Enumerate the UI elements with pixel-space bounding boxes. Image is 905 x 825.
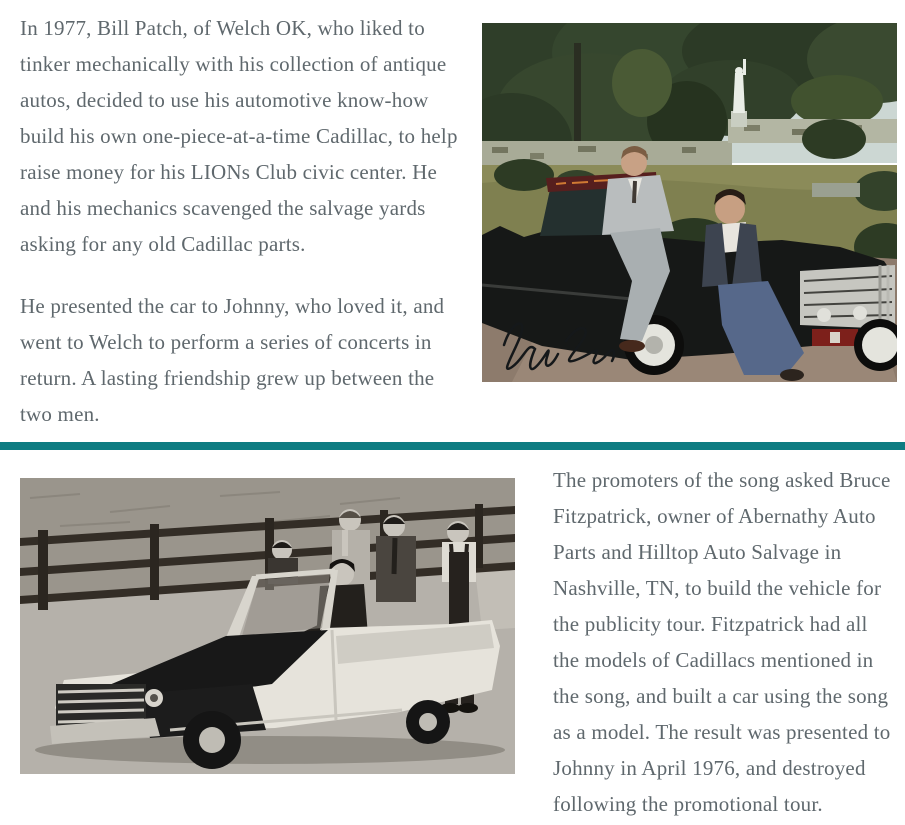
promo-photo-illustration	[20, 478, 515, 774]
paragraph-fitzpatrick: The promoters of the song asked Bruce Fitzpatrick, owner of Abernathy Auto Parts and Hilltop Auto Salvage in Nashville, TN, to build the vehicle for the publicity tour. Fitzpatrick had all the models of Cadillacs mentioned in the song, and built a car using the song as a model. The result was presented to Johnny in April 1976, and destroyed following the promotional tour.	[553, 468, 891, 816]
signed-photo-illustration	[482, 23, 897, 382]
johnny-cash-signed-photo	[482, 23, 897, 382]
paragraph-presented-car: He presented the car to Johnny, who loved it, and went to Welch to perform a series of concerts in return. A lasting friendship grew up between the two men.	[20, 294, 445, 426]
paragraph-bill-patch: In 1977, Bill Patch, of Welch OK, who liked to tinker mechanically with his collection of antique autos, decided to use his automotive know-how build his own one-piece-at-a-time Cadillac, to help raise money for his LIONs Club civic center. He and his mechanics scavenged the salvage yards asking for any old Cadillac parts.	[20, 16, 458, 256]
bottom-section	[0, 462, 905, 822]
top-section	[0, 10, 905, 442]
promo-cadillac-photo	[20, 478, 515, 774]
path-behind	[475, 566, 515, 630]
section-divider	[0, 442, 905, 450]
